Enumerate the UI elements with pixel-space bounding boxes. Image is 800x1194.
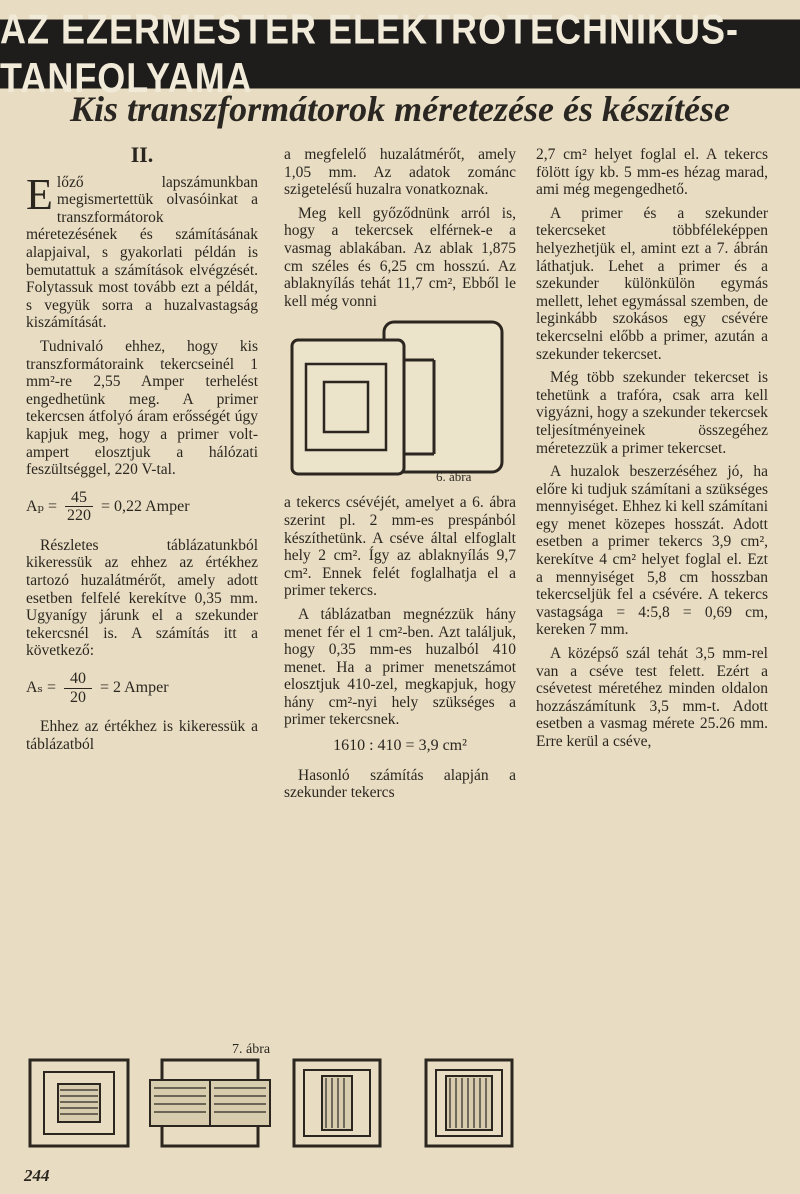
paragraph: A huzalok beszerzéséhez jó, ha előre ki tudjuk számítani a szükséges mennyiséget. Ehhez ki kell számítani egy menet közepes hosszát. Adott esetben a primer tekercs 3,9 cm², kerekítve 4 cm² helyet foglal el. Ezt a mennyiséget 5,8 cm hosszban tekercseljük fel a csévére. A tekercs vastagsága = 4:5,8 = 0,69 cm, kereken 7 mm. [536, 463, 768, 639]
paragraph [26, 169, 258, 332]
figure-7-variant-1 [28, 1058, 130, 1153]
paragraph: Meg kell győződnünk arról is, hogy a tekercsek elférnek-e a vasmag ablakában. Az ablak 1,875 cm széles és 6,25 cm hosszú. Az ablaknyílás tehát 11,7 cm², Ebből le kell még vonni [284, 204, 516, 310]
paragraph-text: lőző lapszámunkban megismertettük olvasóinkat a transzformátorok méretezésének és számításának alapjaival, s gyakorlati példán is bemutattuk a számítások elvégzését. Folytassuk most tovább ezt a példát, s vegyük sorra a huzalvastagság kiszámítását. [26, 173, 258, 332]
paragraph: A középső szál tehát 3,5 mm-rel van a cséve test felett. Ezért a csévetest méretéhez minden oldalon hozzászámítunk 3,5 mm-t. Adott esetben a vasmag mérete 25.26 mm. Erre kerül a cséve, [536, 645, 768, 750]
figure-7-caption: 7. ábra [232, 1042, 271, 1057]
paragraph: A primer és a szekunder tekercseket többféleképpen helyezhetjük el, amint ezt a 7. ábrán láthatjuk. Lehet a primer és a szekunder különkülön egymás mellett, lehet egymással szemben, de leginkább szokásos egy csévére tekercselni előbb a primer, azután a szekunder tekercset. [536, 204, 768, 363]
figure-7-variant-3 [292, 1058, 382, 1153]
figure-7-variant-4 [424, 1058, 514, 1153]
formula-lhs: Aₚ = [26, 497, 57, 515]
formula-rhs: = 0,22 Amper [100, 497, 190, 515]
paragraph: A táblázatban megnézzük hány menet fér el 1 cm²-ben. Azt találjuk, hogy 0,35 mm-es huzalból 410 menet. Ha a primer menetszámot elosztjuk 410-zel, megkapjuk, hogy hány cm²-nyi hely szükséges a primer tekercsnek. [284, 605, 516, 729]
formula-primary-current [26, 489, 258, 525]
column-1 [26, 142, 258, 759]
paragraph: Még több szekunder tekercset is tehetünk a trafóra, csak arra kell vigyázni, hogy a szekunder tekercsek teljesítményeinek összegéhez méretezzük a primer tekercset. [536, 369, 768, 457]
numerator: 40 [64, 670, 92, 689]
column-3 [536, 146, 768, 757]
figure-6 [284, 316, 516, 488]
paragraph: 2,7 cm² helyet foglal el. A tekercs fölött így kb. 5 mm-es hézag marad, ami még megengedhető. [536, 146, 768, 199]
paragraph: a megfelelő huzalátmérőt, amely 1,05 mm. Az adatok zománc szigetelésű huzalra vonatkoznak. [284, 146, 516, 199]
column-2 [284, 146, 516, 808]
page-number: 244 [24, 1166, 50, 1185]
paragraph: Tudnivaló ehhez, hogy kis transzformátoraink tekercseinél 1 mm²-re 2,55 Amper terhelést engedhetünk meg. A primer tekercsen átfolyó áram erősségét úgy kapjuk meg, hogy a primer volt-ampert elosztjuk a hálózati feszültséggel, 220 V-tal. [26, 337, 258, 479]
paragraph: Részletes táblázatunkból kikeressük az ehhez az értékhez tartozó huzalátmérőt, amely adott esetben felfelé kerekítve 0,35 mm. Ugyanígy járunk el a szekunder tekercsnél is. A számítás itt a következő: [26, 536, 258, 660]
article-title: Kis transzformátorok méretezése és készítése [70, 89, 730, 129]
formula-rhs: = 2 Amper [99, 679, 169, 697]
figure-7-variant-2 [148, 1058, 272, 1153]
denominator: 220 [66, 507, 91, 525]
paragraph: Ehhez az értékhez is kikeressük a táblázatból [26, 718, 258, 753]
drop-cap: E [26, 169, 53, 219]
figure-6-caption: 6. ábra [436, 469, 472, 485]
paragraph: a tekercs csévéjét, amelyet a 6. ábra szerint pl. 2 mm-es prespánból készíthetünk. A cséve által elfoglalt hely 2 cm². Így az ablaknyílás 9,7 cm². Ennek felét foglalhatja el a primer tekercs. [284, 494, 516, 600]
series-banner: AZ EZERMESTER ELEKTROTECHNIKUS-TANFOLYAMA [0, 20, 800, 89]
fraction [64, 670, 92, 706]
paragraph: Hasonló számítás alapján a szekunder tekercs [284, 766, 516, 802]
numerator: 45 [65, 489, 93, 508]
denominator: 20 [69, 688, 86, 706]
formula-secondary-current [26, 670, 258, 706]
fraction [65, 489, 93, 525]
part-number: II. [130, 142, 154, 167]
equation-primary-area: 1610 : 410 = 3,9 cm² [333, 737, 467, 755]
bobbin-illustration [284, 316, 516, 488]
formula-lhs: Aₛ = [26, 679, 56, 697]
